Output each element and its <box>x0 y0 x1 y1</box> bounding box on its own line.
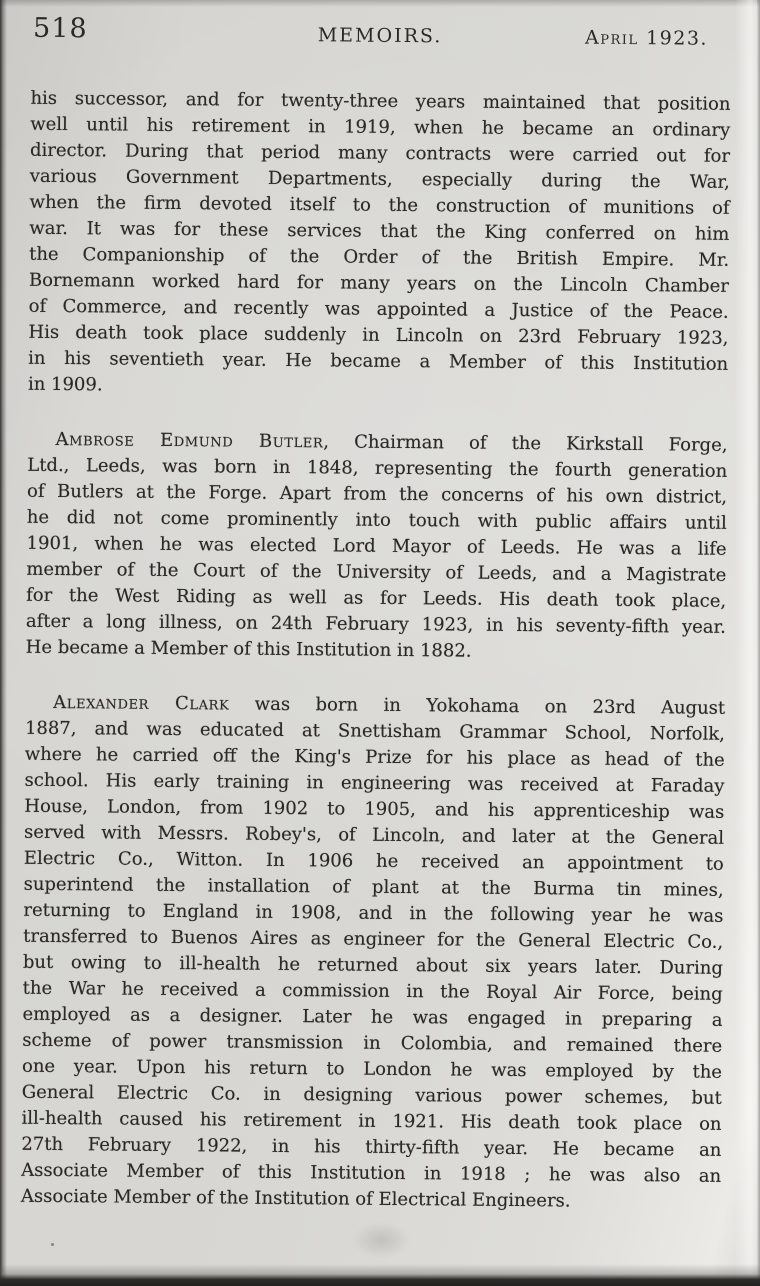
text-line: Ltd., Leeds, was born in 1848, representing the fourth generation <box>27 454 728 482</box>
text-line: one year. Upon his return to London he was employed by the <box>21 1055 723 1083</box>
text-line: transferred to Buenos Aires as engineer for the General Electric Co., <box>23 925 724 953</box>
text-line: superintend the installation of plant at the Burma tin mines, <box>23 873 724 901</box>
text-line: in 1909. <box>27 373 103 396</box>
text-line: member of the Court of the University of Leeds, and a Magistrate <box>26 558 727 586</box>
text-line: director. During that period many contracts were carried out for <box>29 139 731 167</box>
text-line: employed as a designer. Later he was engaged in preparing a <box>22 1003 723 1031</box>
text-line: the Companionship of the Order of the British Empire. Mr. <box>29 243 730 271</box>
text-line: served with Messrs. Robey's, of Lincoln, and later at the General <box>23 821 725 849</box>
text-line: various Government Departments, especially during the War, <box>29 165 730 193</box>
text-line: returning to England in 1908, and in the following year he was <box>23 899 724 927</box>
text-line: Associate Member of this Institution in 1918 ; he was also an <box>21 1159 722 1187</box>
memoir-body <box>21 86 731 1216</box>
text-line: Electric Co., Witton. In 1906 he received an appointment to <box>23 847 724 875</box>
text-line: 1901, when he was elected Lord Mayor of Leeds. He was a life <box>26 532 727 560</box>
text-line: Bornemann worked hard for many years on the Lincoln Chamber <box>28 269 729 297</box>
text-line: but owing to ill-health he returned about six years later. During <box>22 951 724 979</box>
text-line: school. His early training in engineering was received at Faraday <box>24 769 725 797</box>
text-line: after a long illness, on 24th February 1923, in his seventy-fifth year. <box>25 610 726 638</box>
text-line: of Butlers at the Forge. Apart from the concerns of his own district, <box>26 480 728 508</box>
text-line: scheme of power transmission in Colombia, and remained there <box>22 1029 723 1057</box>
page-date: April 1923. <box>584 26 709 50</box>
text-line: his successor, and for twenty-three years maintained that position <box>30 87 731 115</box>
text-line: where he carried off the King's Prize for his place as head of the <box>24 743 725 771</box>
text-line: of Commerce, and recently was appointed a Justice of the Peace. <box>28 295 729 323</box>
text-line: in his seventieth year. He became a Member of this Institution <box>28 347 729 375</box>
memoir-paragraph <box>28 86 731 404</box>
text-line: well until his retirement in 1919, when he became an ordinary <box>30 113 731 141</box>
text-line: when the firm devoted itself to the construction of munitions of <box>29 191 730 219</box>
text-line: Alexander Clark was born in Yokohama on 23rd August <box>53 691 726 719</box>
text-line: ill-health caused his retirement in 1921. His death took place on <box>21 1107 722 1135</box>
text-line: His death took place suddenly in Lincoln on 23rd February 1923, <box>28 321 729 349</box>
small-caps-name: Ambrose Edmund Butler <box>55 428 324 453</box>
text-line: He became a Member of this Institution in 1882. <box>25 636 472 662</box>
text-line: the War he received a commission in the Royal Air Force, being <box>22 977 723 1005</box>
memoir-paragraph <box>21 690 726 1216</box>
small-caps-name: Alexander Clark <box>53 691 230 715</box>
text-line: he did not come prominently into touch with public affairs until <box>26 506 727 534</box>
text-line: General Electric Co. in designing various power schemes, but <box>21 1081 722 1109</box>
text-line: Associate Member of the Institution of Electrical Engineers. <box>20 1185 571 1212</box>
text-line: for the West Riding as well as for Leeds. His death took place, <box>26 584 727 612</box>
page-title: MEMOIRS. <box>317 24 443 48</box>
page-number: 518 <box>32 12 88 45</box>
memoir-paragraph <box>26 427 728 667</box>
text-line: 27th February 1922, in his thirty-fifth year. He became an <box>21 1133 722 1161</box>
text-line: 1887, and was educated at Snettisham Grammar School, Norfolk, <box>24 717 726 745</box>
text-line: Ambrose Edmund Butler, Chairman of the Kirkstall Forge, <box>55 428 728 456</box>
text-line: House, London, from 1902 to 1905, and his apprenticeship was <box>24 795 725 823</box>
text-line: war. It was for these services that the King conferred on him <box>29 217 730 245</box>
